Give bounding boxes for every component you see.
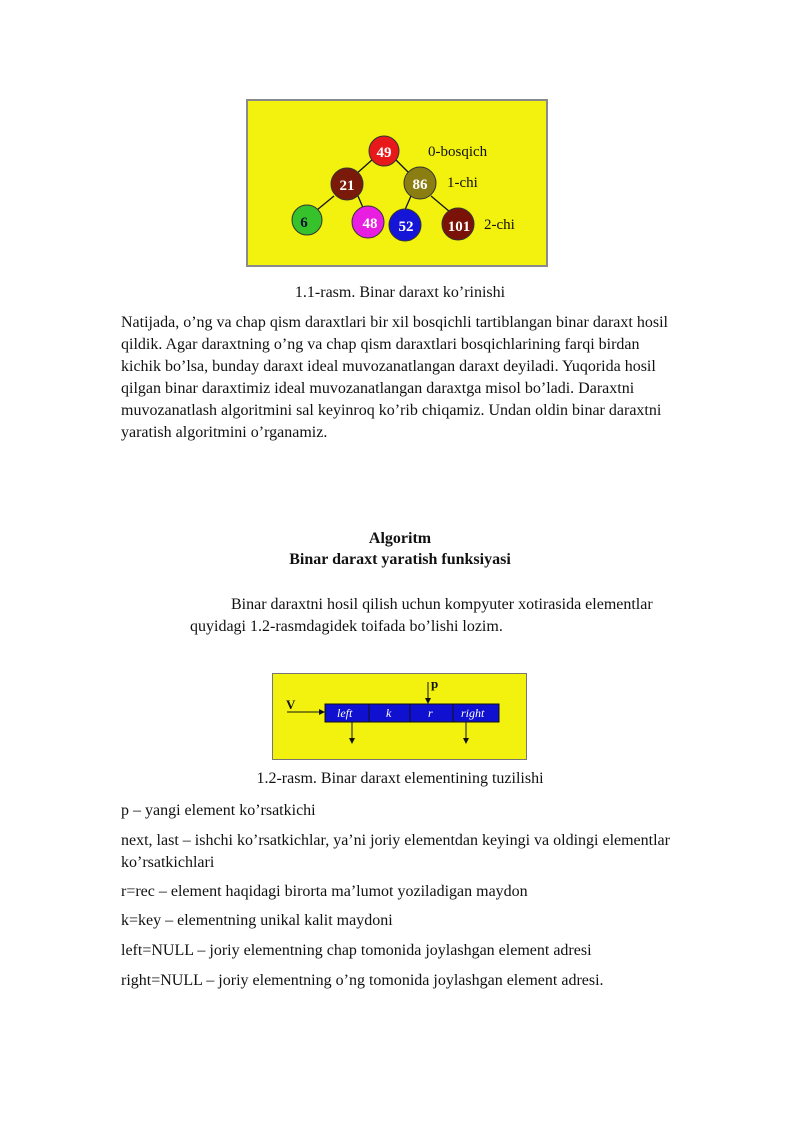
arrowhead (463, 738, 469, 744)
node-label: 49 (376, 145, 392, 161)
level-label: 1-chi (447, 175, 478, 191)
tree-node (389, 209, 421, 241)
arrowhead (349, 738, 355, 744)
binary-tree-figure (246, 99, 548, 267)
cell-left: left (337, 706, 353, 720)
node-label: 21 (339, 178, 355, 194)
level-label: 2-chi (484, 217, 515, 233)
node-label: 6 (300, 215, 308, 231)
tree-node (331, 168, 363, 200)
element-structure-diagram (273, 674, 526, 759)
body-paragraph: Natijada, o’ng va chap qism daraxtlari bir xil bosqichli tartiblangan binar daraxt hosil qildik. Agar daraxtning o’ng va chap qism daraxtlari bosqichlarining farqi birdan kichik bo’lsa, bunday daraxt ideal muvozanatlangan daraxt deyiladi. Yuqorida hosil qilgan binar daraxtimiz ideal muvozanatlangan daraxtga misol bo’ladi. Daraxtni muvozanatlash algoritmini sal keyinroq ko’rib chiqamiz. Undan oldin binar daraxtni yaratish algoritmini o’rganamiz. (121, 314, 668, 441)
tree-node (404, 167, 436, 199)
node-label: 52 (398, 219, 414, 235)
intro-paragraph: Binar daraxtni hosil qilish uchun kompyuter xotirasida elementlar quyidagi 1.2-rasmdagidek toifada bo’lishi lozim. (190, 596, 653, 635)
cell-key: k (386, 706, 392, 720)
start-label: V (286, 697, 296, 712)
definition-item: right=NULL – joriy elementning o’ng tomonida joylashgan element adresi. (121, 972, 604, 989)
element-structure-figure (272, 673, 527, 760)
node-label: 101 (447, 219, 471, 235)
binary-tree-diagram (248, 101, 546, 265)
level-label: 0-bosqich (428, 144, 488, 160)
arrowhead (425, 698, 431, 704)
section-subheading: Binar daraxt yaratish funksiyasi (289, 551, 511, 568)
cell-rec: r (428, 706, 433, 720)
figure-caption-1: 1.1-rasm. Binar daraxt ko’rinishi (294, 284, 506, 301)
edge-86-101 (431, 196, 450, 212)
definition-item: left=NULL – joriy elementning chap tomonida joylashgan element adresi (121, 942, 592, 959)
definition-item: k=key – elementning unikal kalit maydoni (121, 912, 393, 929)
node-label: 48 (362, 216, 378, 232)
node-label: 86 (412, 177, 428, 193)
definition-item: next, last – ishchi ko’rsatkichlar, ya’ni joriy elementdan keyingi va oldingi elementlar ko’rsatkichlari (121, 832, 670, 871)
section-heading: Algoritm (368, 530, 432, 547)
arrowhead (319, 709, 325, 715)
pointer-label: p (431, 676, 439, 691)
definition-item: p – yangi element ko’rsatkichi (121, 802, 316, 819)
tree-node (292, 205, 322, 235)
edge-21-6 (317, 196, 334, 210)
cell-right: right (461, 706, 485, 720)
figure-caption-2: 1.2-rasm. Binar daraxt elementining tuzilishi (256, 770, 544, 787)
definition-item: r=rec – element haqidagi birorta ma’lumot yoziladigan maydon (121, 883, 528, 900)
tree-node (442, 208, 474, 240)
tree-node (352, 206, 384, 238)
tree-node (369, 136, 399, 166)
